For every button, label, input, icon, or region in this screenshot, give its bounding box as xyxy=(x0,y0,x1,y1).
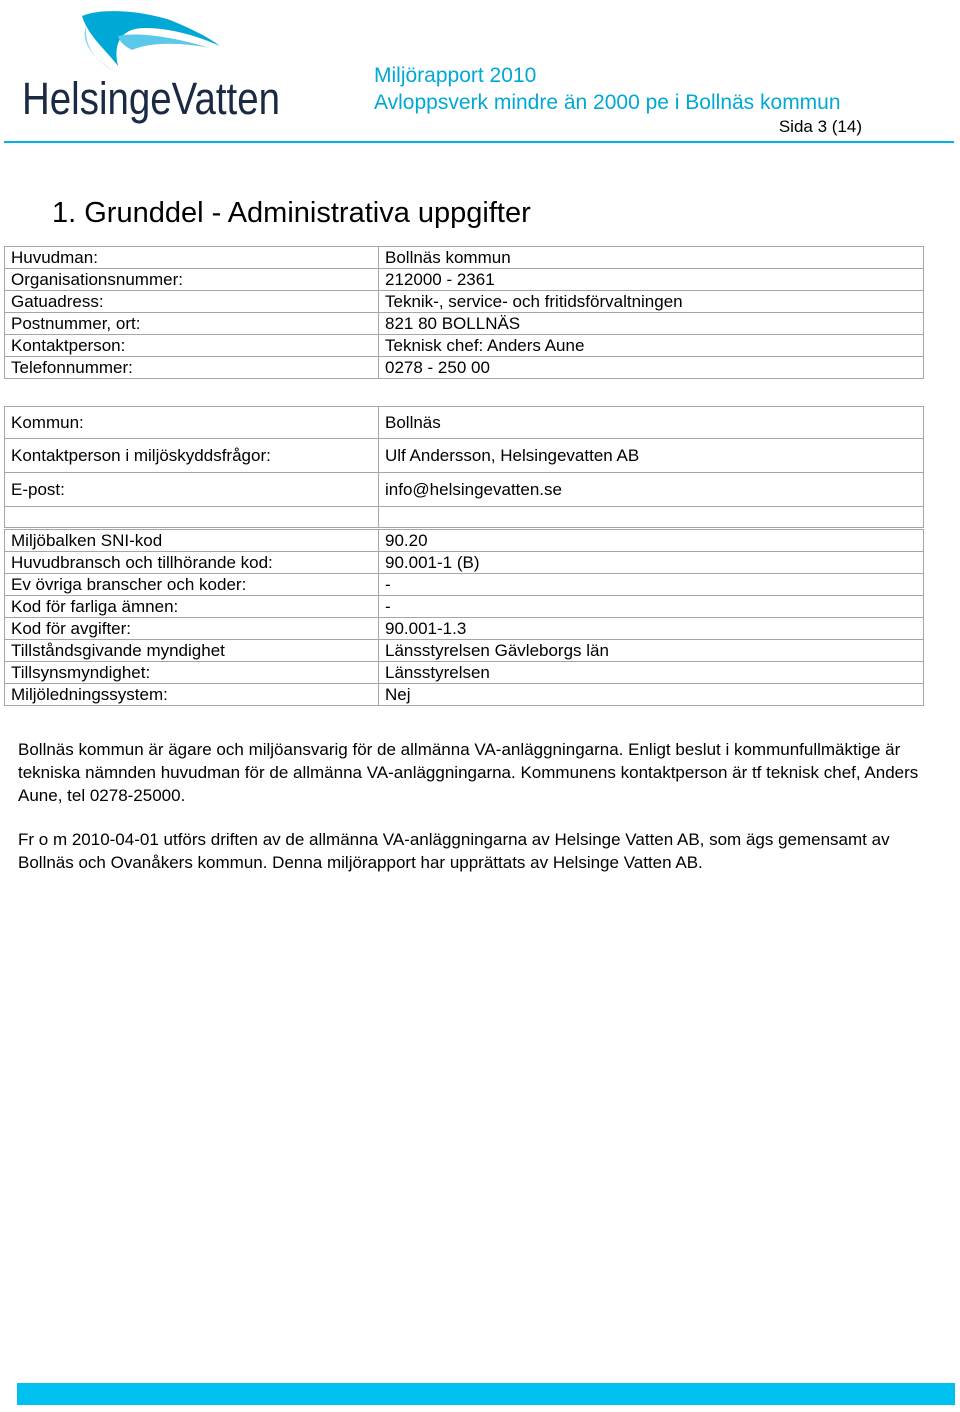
row-label: Gatuadress: xyxy=(5,291,379,313)
row-label: Kontaktperson: xyxy=(5,335,379,357)
row-value: 0278 - 250 00 xyxy=(379,357,924,379)
helsingevatten-logo xyxy=(20,6,290,130)
contact-table xyxy=(4,406,924,528)
table-row xyxy=(5,618,924,640)
row-label: Postnummer, ort: xyxy=(5,313,379,335)
logo-wordmark: HelsingeVatten xyxy=(22,73,280,124)
report-title: Miljörapport 2010 xyxy=(374,64,537,87)
page-number: Sida 3 (14) xyxy=(778,117,862,136)
row-label: Tillsynsmyndighet: xyxy=(5,662,379,684)
table-row xyxy=(5,530,924,552)
row-value: 821 80 BOLLNÄS xyxy=(379,313,924,335)
table-row xyxy=(5,574,924,596)
row-value: Ulf Andersson, Helsingevatten AB xyxy=(379,439,924,473)
report-header xyxy=(374,62,841,116)
codes-table xyxy=(4,529,924,706)
table-row xyxy=(5,335,924,357)
email-value: info@helsingevatten.se xyxy=(379,473,924,507)
report-subtitle: Avloppsverk mindre än 2000 pe i Bollnäs kommun xyxy=(374,91,841,114)
empty-cell xyxy=(5,507,379,528)
row-value: Bollnäs kommun xyxy=(379,247,924,269)
table-row xyxy=(5,507,924,528)
row-value: Bollnäs xyxy=(379,407,924,439)
row-value: Teknik-, service- och fritidsförvaltningen xyxy=(379,291,924,313)
row-label: Kommun: xyxy=(5,407,379,439)
table-row xyxy=(5,313,924,335)
table-row xyxy=(5,473,924,507)
row-value: Länsstyrelsen xyxy=(379,662,924,684)
row-label: Huvudbransch och tillhörande kod: xyxy=(5,552,379,574)
row-value: Länsstyrelsen Gävleborgs län xyxy=(379,640,924,662)
row-label: Tillståndsgivande myndighet xyxy=(5,640,379,662)
table-row xyxy=(5,269,924,291)
table-row xyxy=(5,439,924,473)
table-row xyxy=(5,596,924,618)
row-label: Miljöledningssystem: xyxy=(5,684,379,706)
body-paragraph: Bollnäs kommun är ägare och miljöansvarig för de allmänna VA-anläggningarna. Enligt beslut i kommunfullmäktige är tekniska nämnden huvudman för de allmänna VA-anläggningarna. Kommunens kontaktperson är tf teknisk chef, Anders Aune, tel 0278-25000. xyxy=(18,740,919,805)
empty-cell xyxy=(379,507,924,528)
organisation-table xyxy=(4,246,924,379)
table-row xyxy=(5,291,924,313)
row-value: 90.001-1 (B) xyxy=(379,552,924,574)
row-value: 212000 - 2361 xyxy=(379,269,924,291)
row-label: Kontaktperson i miljöskyddsfrågor: xyxy=(5,439,379,473)
table-row xyxy=(5,247,924,269)
table-row xyxy=(5,357,924,379)
row-label: Huvudman: xyxy=(5,247,379,269)
row-label: Telefonnummer: xyxy=(5,357,379,379)
header-divider xyxy=(4,141,954,143)
table-row xyxy=(5,662,924,684)
row-label: Kod för avgifter: xyxy=(5,618,379,640)
table-row xyxy=(5,640,924,662)
footer-bar xyxy=(17,1383,955,1405)
row-label: Ev övriga branscher och koder: xyxy=(5,574,379,596)
row-value: Nej xyxy=(379,684,924,706)
row-value: 90.20 xyxy=(379,530,924,552)
table-row xyxy=(5,552,924,574)
table-row xyxy=(5,684,924,706)
row-value: - xyxy=(379,574,924,596)
wing-swoosh-icon xyxy=(82,11,220,72)
row-label: Organisationsnummer: xyxy=(5,269,379,291)
row-label: Kod för farliga ämnen: xyxy=(5,596,379,618)
row-value: Teknisk chef: Anders Aune xyxy=(379,335,924,357)
row-label: E-post: xyxy=(5,473,379,507)
row-value: 90.001-1.3 xyxy=(379,618,924,640)
table-row xyxy=(5,407,924,439)
section-title: 1. Grunddel - Administrativa uppgifter xyxy=(52,197,531,229)
body-paragraph: Fr o m 2010-04-01 utförs driften av de allmänna VA-anläggningarna av Helsinge Vatten AB, som ägs gemensamt av Bollnäs och Ovanåkers kommun. Denna miljörapport har upprättats av Helsinge Vatten AB. xyxy=(18,830,890,872)
row-value: - xyxy=(379,596,924,618)
row-label: Miljöbalken SNI-kod xyxy=(5,530,379,552)
